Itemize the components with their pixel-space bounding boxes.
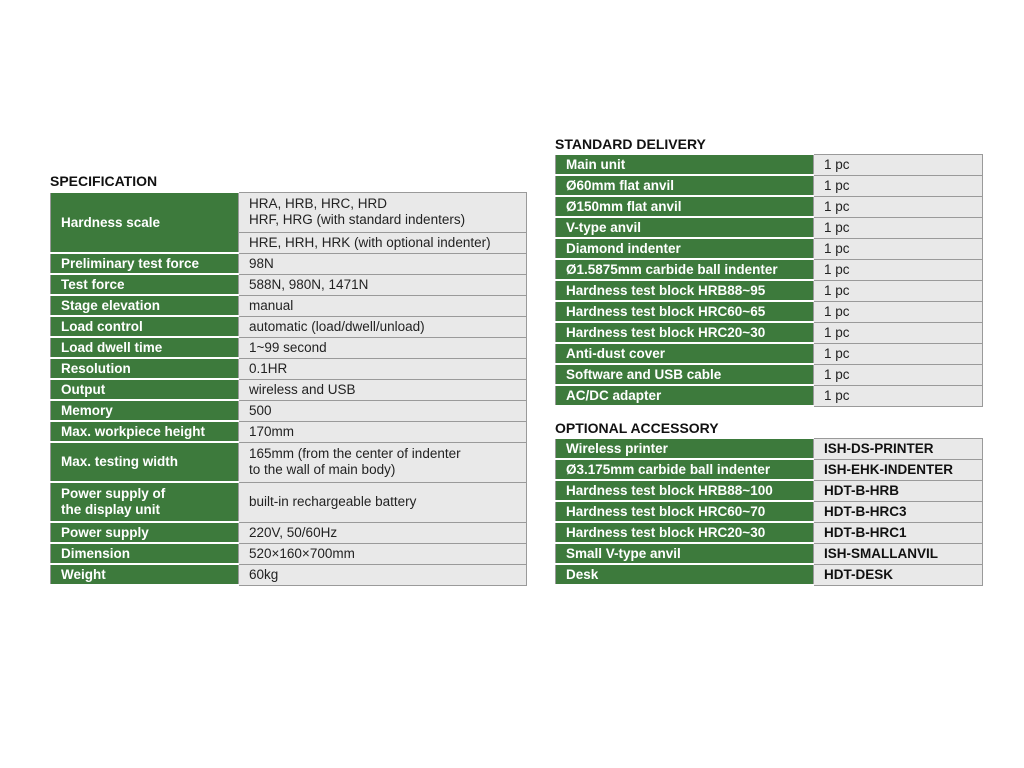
table-row [51,316,527,337]
spec-label-line: Power supply of [61,486,166,501]
spec-value: 98N [239,253,527,274]
table-row [556,522,983,543]
delivery-item: Anti-dust cover [556,343,814,364]
delivery-item: Hardness test block HRC20~30 [556,322,814,343]
delivery-qty: 1 pc [814,238,983,259]
table-row [51,358,527,379]
accessory-code: ISH-SMALLANVIL [814,543,983,564]
delivery-item: Diamond indenter [556,238,814,259]
delivery-item: AC/DC adapter [556,385,814,406]
delivery-item: Hardness test block HRB88~95 [556,280,814,301]
table-row [51,543,527,564]
standard-delivery-title: STANDARD DELIVERY [555,136,706,152]
accessory-code: HDT-B-HRC1 [814,522,983,543]
standard-delivery-table [555,153,983,407]
table-row [556,259,983,280]
spec-value-line: HRF, HRG (with standard indenters) [249,212,466,227]
spec-value: 60kg [239,564,527,585]
delivery-qty: 1 pc [814,364,983,385]
spec-label: Stage elevation [51,295,239,316]
optional-accessory-table [555,437,983,586]
spec-value [239,442,527,482]
delivery-qty: 1 pc [814,196,983,217]
delivery-item: Ø150mm flat anvil [556,196,814,217]
spec-label: Memory [51,400,239,421]
spec-value: 220V, 50/60Hz [239,522,527,543]
table-row [51,192,527,232]
spec-value: 588N, 980N, 1471N [239,274,527,295]
spec-label [51,482,239,522]
delivery-qty: 1 pc [814,322,983,343]
spec-label: Output [51,379,239,400]
table-row [556,175,983,196]
table-row [556,480,983,501]
table-row [51,295,527,316]
spec-label: Max. workpiece height [51,421,239,442]
accessory-code: HDT-B-HRB [814,480,983,501]
spec-label: Preliminary test force [51,253,239,274]
spec-value-line: to the wall of main body) [249,462,396,477]
delivery-item: V-type anvil [556,217,814,238]
accessory-code: ISH-DS-PRINTER [814,438,983,459]
accessory-item: Hardness test block HRC20~30 [556,522,814,543]
spec-label: Power supply [51,522,239,543]
table-row [556,154,983,175]
table-row [556,301,983,322]
delivery-qty: 1 pc [814,217,983,238]
spec-value-line: HRA, HRB, HRC, HRD [249,196,388,211]
table-row [556,238,983,259]
specification-title: SPECIFICATION [50,173,158,189]
table-row [51,442,527,482]
accessory-item: Wireless printer [556,438,814,459]
spec-label: Weight [51,564,239,585]
accessory-code: HDT-B-HRC3 [814,501,983,522]
table-row [556,501,983,522]
delivery-item: Software and USB cable [556,364,814,385]
accessory-code: ISH-EHK-INDENTER [814,459,983,480]
table-row [556,459,983,480]
table-row [51,564,527,585]
spec-value-hardness-scale-optional: HRE, HRH, HRK (with optional indenter) [239,232,527,253]
spec-label: Resolution [51,358,239,379]
table-row [51,337,527,358]
delivery-qty: 1 pc [814,154,983,175]
spec-value: 500 [239,400,527,421]
delivery-qty: 1 pc [814,301,983,322]
specification-table [50,191,527,586]
spec-label: Load control [51,316,239,337]
spec-value: built-in rechargeable battery [239,482,527,522]
accessory-item: Ø3.175mm carbide ball indenter [556,459,814,480]
table-row [556,196,983,217]
accessory-code: HDT-DESK [814,564,983,585]
accessory-item: Small V-type anvil [556,543,814,564]
delivery-item: Hardness test block HRC60~65 [556,301,814,322]
spec-value: 1~99 second [239,337,527,358]
delivery-qty: 1 pc [814,175,983,196]
table-row [556,280,983,301]
spec-value: 170mm [239,421,527,442]
spec-label: Max. testing width [51,442,239,482]
table-row [556,438,983,459]
optional-accessory-title: OPTIONAL ACCESSORY [555,420,719,436]
table-row [556,364,983,385]
delivery-qty: 1 pc [814,343,983,364]
spec-value: 520×160×700mm [239,543,527,564]
delivery-qty: 1 pc [814,259,983,280]
table-row [556,564,983,585]
accessory-item: Hardness test block HRB88~100 [556,480,814,501]
delivery-qty: 1 pc [814,280,983,301]
table-row [556,322,983,343]
spec-value: manual [239,295,527,316]
delivery-item: Main unit [556,154,814,175]
spec-value: 0.1HR [239,358,527,379]
delivery-item: Ø60mm flat anvil [556,175,814,196]
table-row [51,522,527,543]
spec-value-line: 165mm (from the center of indenter [249,446,461,461]
accessory-item: Desk [556,564,814,585]
spec-label: Test force [51,274,239,295]
table-row [51,400,527,421]
spec-value: wireless and USB [239,379,527,400]
delivery-qty: 1 pc [814,385,983,406]
spec-label: Dimension [51,543,239,564]
spec-label-line: the display unit [61,502,161,517]
spec-label: Load dwell time [51,337,239,358]
table-row [556,385,983,406]
table-row [556,217,983,238]
table-row [556,543,983,564]
table-row [51,379,527,400]
table-row [51,482,527,522]
table-row [556,343,983,364]
table-row [51,253,527,274]
spec-value-hardness-scale [239,192,527,232]
table-row [51,421,527,442]
delivery-item: Ø1.5875mm carbide ball indenter [556,259,814,280]
spec-label-hardness-scale: Hardness scale [51,192,239,253]
accessory-item: Hardness test block HRC60~70 [556,501,814,522]
table-row [51,274,527,295]
spec-value: automatic (load/dwell/unload) [239,316,527,337]
